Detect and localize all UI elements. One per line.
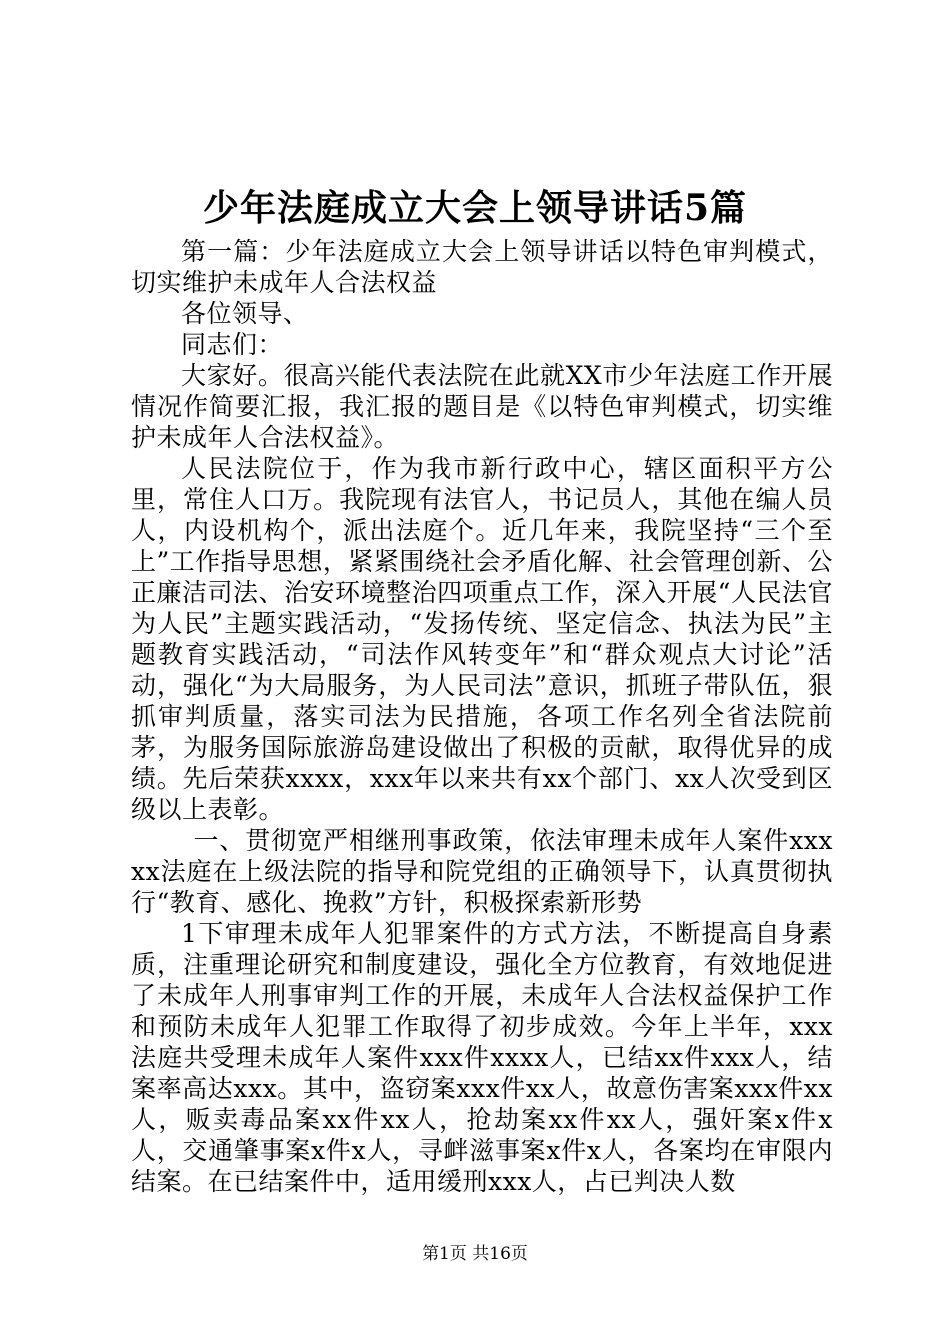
paragraph-section-one: 一、贯彻宽严相继刑事政策，依法审理未成年人案件xxxxx法庭在上级法院的指导和院党组的正确领导下，认真贯彻执行“教育、感化、挽救”方针，积极探索新形势 <box>131 826 833 917</box>
paragraph-salutation-comrades: 同志们： <box>181 330 284 359</box>
paragraph-heading: 第一篇：少年法庭成立大会上领导讲话以特色审判模式，切实维护未成年人合法权益 <box>131 237 833 297</box>
paragraph-salutation-leaders: 各位领导、 <box>181 299 309 328</box>
document-body <box>131 236 833 1197</box>
page-footer: 第1页 共16页 <box>422 1244 528 1264</box>
paragraph-greeting: 大家好。很高兴能代表法院在此就XX市少年法庭工作开展情况作简要汇报，我汇报的题目是《以特色审判模式，切实维护未成年人合法权益》。 <box>131 361 833 452</box>
paragraph-case-statistics: 1下审理未成年人犯罪案件的方式方法，不断提高自身素质，注重理论研究和制度建设，强化全方位教育，有效地促进了未成年人刑事审判工作的开展，未成年人合法权益保护工作和预防未成年人犯罪工作取得了初步成效。今年上半年，xxx法庭共受理未成年人案件xxx件xxxx人，已结xx件xxx人，结案率高达xxx。其中，盗窃案xxx件xx人，故意伤害案xxx件xx人，贩卖毒品案xx件xx人，抢劫案xx件xx人，强奸案x件x人，交通肇事案x件x人，寻衅滋事案x件x人，各案均在审限内结案。在已结案件中，适用缓刑xxx人，占已判决人数 <box>131 919 833 1196</box>
paragraph-court-overview: 人民法院位于，作为我市新行政中心，辖区面积平方公里，常住人口万。我院现有法官人，书记员人，其他在编人员人，内设机构个，派出法庭个。近几年来，我院坚持“三个至上”工作指导思想，紧紧围绕社会矛盾化解、社会管理创新、公正廉洁司法、治安环境整治四项重点工作，深入开展“人民法官为人民”主题实践活动，“发扬传统、坚定信念、执法为民”主题教育实践活动，“司法作风转变年”和“群众观点大讨论”活动，强化“为大局服务，为人民司法”意识，抓班子带队伍，狠抓审判质量，落实司法为民措施，各项工作名列全省法院前茅，为服务国际旅游岛建设做出了积极的贡献，取得优异的成绩。先后荣获xxxx，xxx年以来共有xx个部门、xx人次受到区级以上表彰。 <box>131 454 833 824</box>
document-title: 少年法庭成立大会上领导讲话5篇 <box>202 187 748 229</box>
